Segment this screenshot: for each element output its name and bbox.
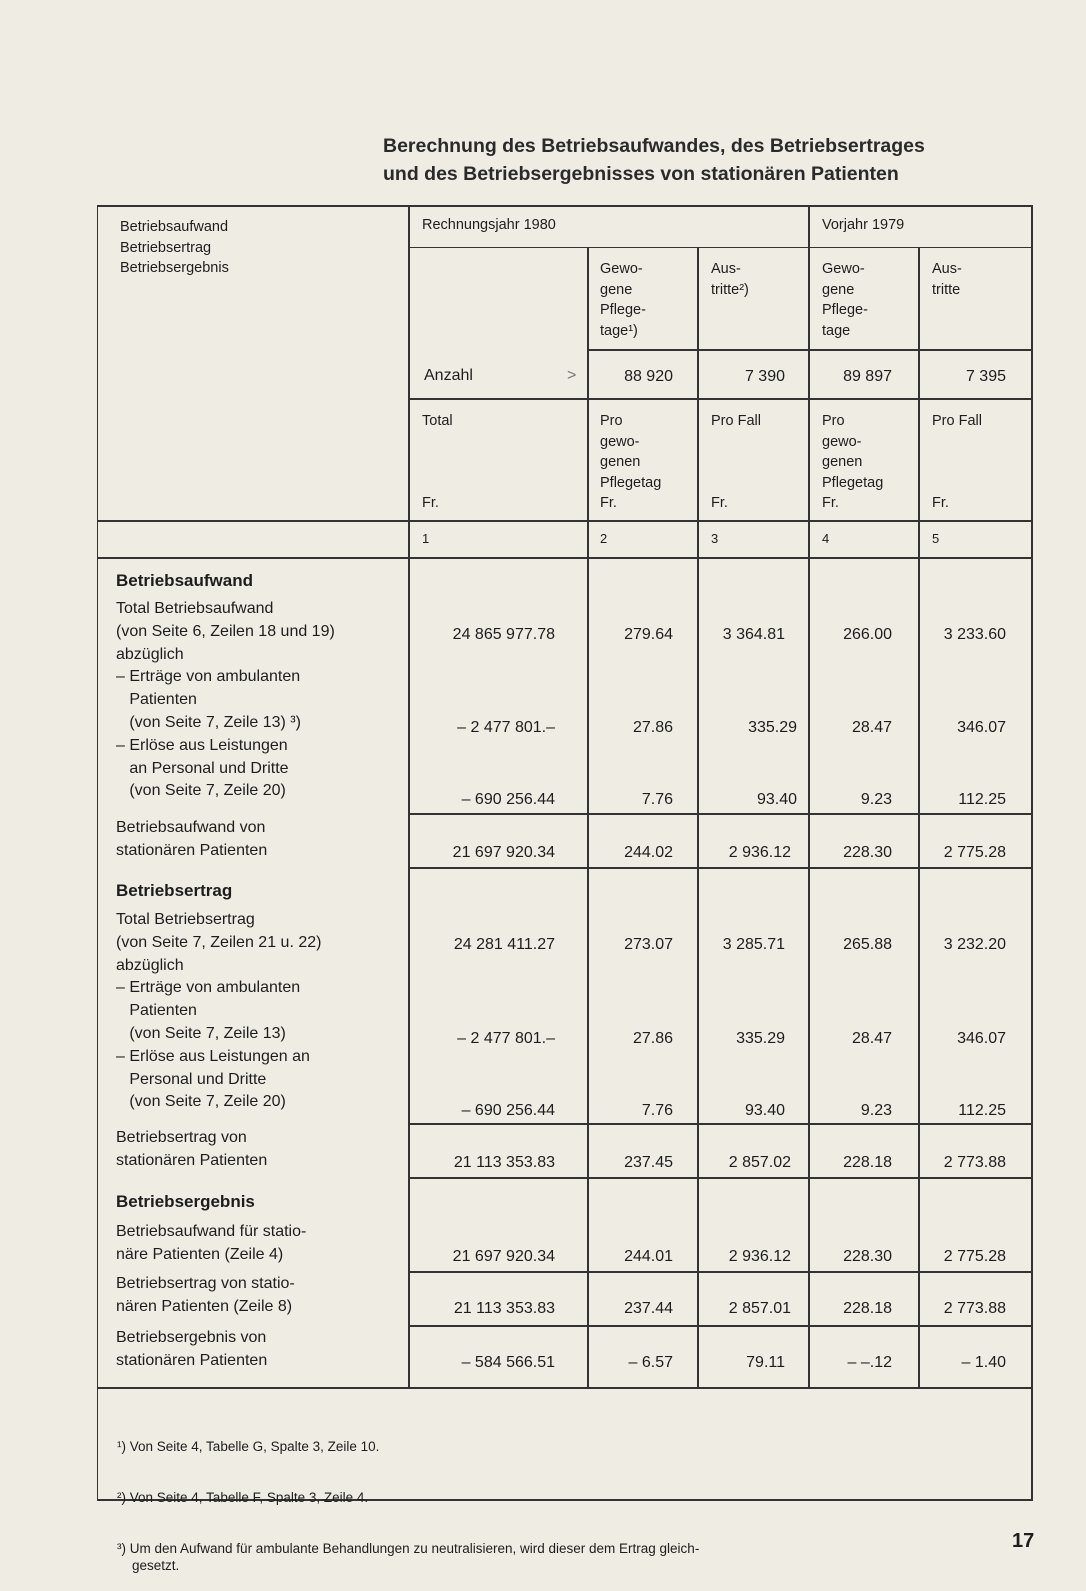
page-title bbox=[383, 132, 925, 188]
cell: 228.30 bbox=[843, 1248, 892, 1265]
cell: 21 697 920.34 bbox=[452, 844, 555, 861]
anzahl-value-3: 7 390 bbox=[744, 368, 785, 385]
col-divider-3 bbox=[697, 248, 699, 1389]
table-border-left bbox=[97, 205, 98, 1501]
cell: 9.23 bbox=[860, 791, 892, 808]
cell: 335.29 bbox=[748, 719, 797, 736]
cell: 9.23 bbox=[860, 1102, 892, 1119]
title-line-2: und des Betriebsergebnisses von stationären Patienten bbox=[383, 163, 899, 185]
cell: 335.29 bbox=[736, 1030, 785, 1047]
cell: 2 857.02 bbox=[728, 1154, 791, 1171]
cell: – 690 256.44 bbox=[461, 1102, 555, 1119]
cell: 2 936.12 bbox=[728, 844, 791, 861]
cell: 2 775.28 bbox=[943, 844, 1006, 861]
cell: 279.64 bbox=[624, 626, 673, 643]
anzahl-label: Anzahl bbox=[424, 367, 473, 384]
rule-aufwand-result-top bbox=[408, 813, 1033, 815]
rule-anzahl-bottom bbox=[408, 398, 1033, 400]
cell: 2 775.28 bbox=[943, 1248, 1006, 1265]
section-heading-aufwand: Betriebsaufwand bbox=[116, 571, 253, 590]
cell: 237.44 bbox=[624, 1300, 673, 1317]
year-previous-header: Vorjahr 1979 bbox=[822, 217, 905, 233]
cell: 346.07 bbox=[957, 719, 1006, 736]
cell: 266.00 bbox=[843, 626, 892, 643]
cell: 228.30 bbox=[843, 844, 892, 861]
anzahl-arrow: > bbox=[567, 367, 577, 384]
section-heading-ertrag: Betriebsertrag bbox=[116, 881, 233, 900]
footnotes bbox=[117, 1404, 699, 1591]
unit-col-5: Pro Fall Fr. bbox=[932, 413, 982, 511]
unit-col-2: Pro gewo- genen Pflegetag Fr. bbox=[600, 413, 662, 511]
rule-colnums bbox=[97, 557, 1033, 559]
rule-ertrag-result-bottom bbox=[408, 1177, 1033, 1179]
stub-header: Betriebsaufwand Betriebsertrag Betriebsergebnis bbox=[120, 219, 229, 276]
cell: 228.18 bbox=[843, 1300, 892, 1317]
cell: 27.86 bbox=[632, 719, 673, 736]
cell: – 584 566.51 bbox=[461, 1354, 555, 1371]
ertrag-result-label: Betriebsertrag von stationären Patienten bbox=[116, 1129, 268, 1169]
cell: 27.86 bbox=[632, 1030, 673, 1047]
colnum-2: 2 bbox=[600, 531, 608, 546]
col-divider-5 bbox=[918, 248, 920, 1389]
cell: 3 233.60 bbox=[943, 626, 1006, 643]
cell: 237.45 bbox=[624, 1154, 673, 1171]
rule-ertrag-result-top bbox=[408, 1123, 1033, 1125]
cell: 112.25 bbox=[958, 1102, 1006, 1119]
aufwand-result-label: Betriebsaufwand von stationären Patienten bbox=[116, 819, 268, 859]
footnote-2: ²) Von Seite 4, Tabelle F, Spalte 3, Zeile 4. bbox=[117, 1490, 369, 1505]
cell: – 2 477 801.– bbox=[457, 719, 555, 736]
colnum-4: 4 bbox=[822, 531, 830, 546]
cell: 2 857.01 bbox=[728, 1300, 791, 1317]
rule-ergebnis-2 bbox=[408, 1325, 1033, 1327]
rule-units bbox=[97, 520, 1033, 522]
col-divider-stub bbox=[408, 205, 410, 1389]
subheader-austritte-1979: Aus- tritte bbox=[932, 261, 962, 298]
rule-aufwand-result-bottom bbox=[408, 867, 1033, 869]
cell: – 2 477 801.– bbox=[457, 1030, 555, 1047]
cell: 265.88 bbox=[843, 936, 892, 953]
cell: 93.40 bbox=[756, 791, 797, 808]
cell: 93.40 bbox=[744, 1102, 785, 1119]
rule-ergebnis-1 bbox=[408, 1271, 1033, 1273]
footnote-1: ¹) Von Seite 4, Tabelle G, Spalte 3, Zeile 10. bbox=[117, 1439, 380, 1454]
table-border-top bbox=[97, 205, 1033, 207]
cell: – –.12 bbox=[847, 1354, 892, 1371]
cell: 273.07 bbox=[624, 936, 673, 953]
rule-years bbox=[408, 247, 1033, 248]
anzahl-value-4: 89 897 bbox=[843, 368, 892, 385]
cell: – 1.40 bbox=[961, 1354, 1006, 1371]
results-table bbox=[97, 205, 1033, 1501]
colnum-5: 5 bbox=[932, 531, 940, 546]
colnum-1: 1 bbox=[422, 531, 430, 546]
cell: 21 113 353.83 bbox=[453, 1154, 555, 1171]
rule-anzahl bbox=[587, 349, 1033, 351]
colnum-3: 3 bbox=[711, 531, 719, 546]
ergebnis-label-aufwand: Betriebsaufwand für statio- näre Patienten (Zeile 4) bbox=[116, 1223, 307, 1263]
cell: 244.02 bbox=[624, 844, 673, 861]
page-number: 17 bbox=[1012, 1530, 1035, 1552]
cell: 244.01 bbox=[624, 1248, 673, 1265]
subheader-austritte-1980: Aus- tritte²) bbox=[711, 261, 749, 298]
cell: 2 773.88 bbox=[943, 1154, 1006, 1171]
cell: 21 697 920.34 bbox=[452, 1248, 555, 1265]
cell: 112.25 bbox=[958, 791, 1006, 808]
ertrag-label-block: Total Betriebsertrag (von Seite 7, Zeilen 21 u. 22) abzüglich – Erträge von ambulanten Patienten (von Seite 7, Zeile 13) – Erlöse aus Leistungen an Personal und Dritte (von Seite 7, Zeile 20) bbox=[116, 911, 322, 1111]
cell: 3 285.71 bbox=[722, 936, 785, 953]
cell: 3 364.81 bbox=[722, 626, 785, 643]
rule-table-end bbox=[97, 1387, 1033, 1389]
cell: 3 232.20 bbox=[943, 936, 1006, 953]
cell: 228.18 bbox=[843, 1154, 892, 1171]
cell: 2 773.88 bbox=[943, 1300, 1006, 1317]
unit-col-1: Total Fr. bbox=[422, 413, 453, 511]
unit-col-4: Pro gewo- genen Pflegetag Fr. bbox=[822, 413, 884, 511]
cell: 28.47 bbox=[851, 719, 892, 736]
subheader-pflegetage-1979: Gewo- gene Pflege- tage bbox=[822, 261, 868, 339]
cell: – 6.57 bbox=[628, 1354, 673, 1371]
cell: 24 865 977.78 bbox=[452, 626, 555, 643]
year-current-header: Rechnungsjahr 1980 bbox=[422, 217, 556, 233]
anzahl-value-5: 7 395 bbox=[965, 368, 1006, 385]
cell: 346.07 bbox=[957, 1030, 1006, 1047]
anzahl-value-2: 88 920 bbox=[624, 368, 673, 385]
col-divider-4 bbox=[808, 205, 810, 1389]
section-heading-ergebnis: Betriebsergebnis bbox=[116, 1192, 255, 1211]
cell: 7.76 bbox=[641, 1102, 673, 1119]
unit-col-3: Pro Fall Fr. bbox=[711, 413, 761, 511]
subheader-pflegetage-1980: Gewo- gene Pflege- tage¹) bbox=[600, 261, 646, 339]
cell: 7.76 bbox=[641, 791, 673, 808]
cell: – 690 256.44 bbox=[461, 791, 555, 808]
cell: 28.47 bbox=[851, 1030, 892, 1047]
title-line-1: Berechnung des Betriebsaufwandes, des Betriebsertrages bbox=[383, 135, 925, 157]
cell: 24 281 411.27 bbox=[453, 936, 555, 953]
footnote-3: ³) Um den Aufwand für ambulante Behandlungen zu neutralisieren, wird dieser dem Ertrag gleich- gesetzt. bbox=[117, 1541, 700, 1573]
ergebnis-label-ergebnis: Betriebsergebnis von stationären Patienten bbox=[116, 1329, 268, 1369]
ergebnis-label-ertrag: Betriebsertrag von statio- nären Patienten (Zeile 8) bbox=[116, 1275, 295, 1315]
col-divider-2 bbox=[587, 248, 589, 1389]
cell: 21 113 353.83 bbox=[453, 1300, 555, 1317]
cell: 2 936.12 bbox=[728, 1248, 791, 1265]
cell: 79.11 bbox=[746, 1354, 785, 1371]
aufwand-label-block: Total Betriebsaufwand (von Seite 6, Zeilen 18 und 19) abzüglich – Erträge von ambulanten Patienten (von Seite 7, Zeile 13) ³) – Erlöse aus Leistungen an Personal und Dritte (von Seite 7, Zeile 20) bbox=[116, 600, 335, 800]
